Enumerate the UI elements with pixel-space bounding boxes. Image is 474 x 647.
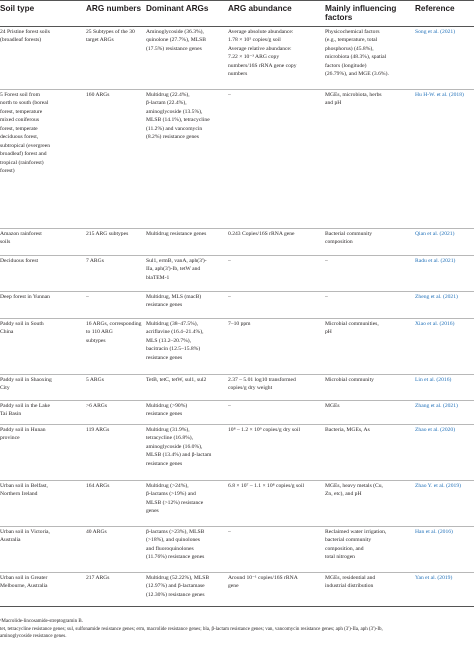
table-row	[0, 318, 474, 374]
cell-dominant-args: Multidrug (>90%) resistance genes	[146, 400, 228, 424]
reference-link[interactable]: Zheng et al. (2021)	[415, 291, 474, 318]
reference-link[interactable]: Hu H-W. et al. (2018)	[415, 89, 474, 228]
cell-arg-abundance: –	[228, 400, 325, 424]
cell-dominant-args: Multidrug (38–47.5%), acriflavine (16.4–21.4%), MLS (13.2–20.7%), bacitracin (12.5–15.8%) resistance genes	[146, 318, 228, 374]
cell-dominant-args: Multidrug (>24%), β-lactams (>19%) and MLSB (>12%) resistance genes	[146, 480, 228, 526]
cell-soil-type: Paddy soil in the Lake Tai Basin	[0, 400, 86, 424]
reference-link[interactable]: Radu et al. (2021)	[415, 255, 474, 291]
cell-soil-type: Paddy soil in Hunan province	[0, 424, 86, 480]
cell-arg-numbers: 215 ARG subtypes	[86, 228, 146, 255]
cell-influencing-factors: MGEs	[325, 400, 415, 424]
reference-link[interactable]: Song et al. (2021)	[415, 26, 474, 89]
cell-dominant-args: Multidrug (31.9%), tetracycline (16.8%), aminoglycoside (16.0%), MLSB (13.4%) and β-lactam resistance genes	[146, 424, 228, 480]
cell-arg-abundance: –	[228, 89, 325, 228]
cell-arg-abundance: –	[228, 526, 325, 572]
footnote-gene-definitions: tet, tetracycline resistance genes; sul, sulfonamide resistance genes; erm, macrolide resistance genes; bla, β-lactam resistance genes; van, vancomycin resistance genes; aph (3')-IIa, aph (3')-Ib,	[0, 626, 383, 632]
cell-soil-type: Urban soil in Victoria, Australia	[0, 526, 86, 572]
cell-influencing-factors: Bacteria, MGEs, As	[325, 424, 415, 480]
cell-soil-type: Paddy soil in South China	[0, 318, 86, 374]
header-dominant-args: Dominant ARGs	[146, 1, 228, 27]
header-arg-numbers: ARG numbers	[86, 1, 146, 27]
cell-influencing-factors: Bacterial community composition	[325, 228, 415, 255]
footnote-gene-definitions-cont: aminoglycoside resistance genes.	[0, 634, 67, 639]
cell-arg-numbers: 119 ARGs	[86, 424, 146, 480]
cell-arg-numbers: 40 ARGs	[86, 526, 146, 572]
cell-soil-type: 24 Pristine forest soils (broadleaf forests)	[0, 26, 86, 89]
cell-influencing-factors: Reclaimed water irrigation, bacterial community composition, and total nitrogen	[325, 526, 415, 572]
reference-link[interactable]: Xiao et al. (2016)	[415, 318, 474, 374]
cell-arg-numbers: 25 Subtypes of the 30 target ARGs	[86, 26, 146, 89]
cell-arg-abundance: 10⁸ – 1.2 × 10⁹ copies/g dry soil	[228, 424, 325, 480]
cell-dominant-args: Multidrug, MLS (macB) resistance genes	[146, 291, 228, 318]
cell-influencing-factors: Physicochemical factors (e.g., temperature, total phosphorus) (45.8%), microbiota (48.3%), spatial factors (longitude) (26.79%), and MGE (3.6%).	[325, 26, 415, 89]
cell-arg-numbers: 5 ARGs	[86, 374, 146, 400]
cell-dominant-args: TetB, tetC, tetW, sul1, sul2	[146, 374, 228, 400]
cell-soil-type: Deciduous forest	[0, 255, 86, 291]
cell-dominant-args: Multidrug resistance genes	[146, 228, 228, 255]
cell-arg-numbers: 217 ARGs	[86, 572, 146, 606]
reference-link[interactable]: Zhao et al. (2020)	[415, 424, 474, 480]
table-row	[0, 424, 474, 480]
cell-influencing-factors: MGEs, residential and industrial distribution	[325, 572, 415, 606]
cell-soil-type: Amazon rainforest soils	[0, 228, 86, 255]
table-row	[0, 89, 474, 228]
cell-arg-numbers: >6 ARGs	[86, 400, 146, 424]
cell-influencing-factors: MGEs, microbiota, herbs and pH	[325, 89, 415, 228]
cell-arg-abundance: 7–10 ppm	[228, 318, 325, 374]
footnote-abbreviation: ᵃMacrolide-lincosamide-streptogramin B.	[0, 619, 84, 624]
table-body	[0, 26, 474, 606]
table-footnotes	[0, 618, 474, 641]
cell-arg-abundance: 2.37 – 5.01 log10 transformed copies/g dry weight	[228, 374, 325, 400]
table-row	[0, 26, 474, 89]
cell-dominant-args: Multidrug (22.4%), β-lactam (22.4%), aminoglycoside (13.5%), MLSB (14.1%), tetracycline (11.2%) and vancomycin (8.2%) resistance genes	[146, 89, 228, 228]
header-soil-type: Soil type	[0, 1, 86, 27]
cell-arg-numbers: 160 ARGs	[86, 89, 146, 228]
cell-arg-numbers: 16 ARGs, corresponding to 110 ARG subtypes	[86, 318, 146, 374]
cell-arg-abundance: –	[228, 255, 325, 291]
reference-link[interactable]: Yan et al. (2019)	[415, 572, 474, 606]
reference-link[interactable]: Qian et al. (2021)	[415, 228, 474, 255]
cell-arg-abundance: 0.243 Copies/16S rRNA gene	[228, 228, 325, 255]
cell-arg-abundance: Around 10⁻¹ copies/16S rRNA gene	[228, 572, 325, 606]
cell-arg-abundance: 6.8 × 10⁷ – 1.1 × 10⁸ copies/g soil	[228, 480, 325, 526]
cell-arg-abundance: Average absolute abundance: 1.78 × 10⁵ copies/g soil Average relative abundance: 7.22 × 10⁻³ ARG copy numbers/16S rRNA gene copy numbers	[228, 26, 325, 89]
cell-dominant-args: Aminoglycoside (36.3%), quinolone (27.7%), MLSB (17.5%) resistance genes	[146, 26, 228, 89]
table-row	[0, 526, 474, 572]
table-row	[0, 480, 474, 526]
cell-arg-numbers: 164 ARGs	[86, 480, 146, 526]
cell-influencing-factors: Microbial community	[325, 374, 415, 400]
cell-influencing-factors: MGEs, heavy metals (Cu, Zn, etc), and pH	[325, 480, 415, 526]
cell-influencing-factors: Microbial communities, pH	[325, 318, 415, 374]
reference-link[interactable]: Zhang et al. (2021)	[415, 400, 474, 424]
header-row	[0, 1, 474, 27]
cell-soil-type: 5 Forest soil from north to south (boreal forest, temperature mixed coniferous forest, temperate deciduous forest, subtropical (evergreen broadleaf) forest and tropical (rainforest) forest)	[0, 89, 86, 228]
cell-soil-type: Urban soil in Belfast, Northern Ireland	[0, 480, 86, 526]
cell-dominant-args: Sul1, ermB, vanA, aph(3')- IIa, aph(3')-Ib, tetW and blaTEM-1	[146, 255, 228, 291]
cell-arg-numbers: –	[86, 291, 146, 318]
cell-arg-abundance: –	[228, 291, 325, 318]
cell-influencing-factors: –	[325, 291, 415, 318]
cell-arg-numbers: 7 ARGs	[86, 255, 146, 291]
table-row	[0, 400, 474, 424]
header-influencing-factors: Mainly influencing factors	[325, 1, 415, 27]
cell-dominant-args: Multidrug (52.22%), MLSB (12.97%) and β-lactamase (12.30%) resistance genes	[146, 572, 228, 606]
cell-influencing-factors: –	[325, 255, 415, 291]
table-row	[0, 572, 474, 606]
table-row	[0, 228, 474, 255]
table-header	[0, 1, 474, 27]
cell-soil-type: Deep forest in Yunnan	[0, 291, 86, 318]
cell-soil-type: Paddy soil in Shaoxing City	[0, 374, 86, 400]
reference-link[interactable]: Han et al. (2016)	[415, 526, 474, 572]
table-row	[0, 255, 474, 291]
header-arg-abundance: ARG abundance	[228, 1, 325, 27]
header-reference: Reference	[415, 1, 474, 27]
cell-dominant-args: β-lactams (>23%), MLSB (>18%), and quinolones and fluoroquinolones (11.76%) resistance genes	[146, 526, 228, 572]
cell-soil-type: Urban soil in Greater Melbourne, Australia	[0, 572, 86, 606]
table-row	[0, 291, 474, 318]
table-row	[0, 374, 474, 400]
reference-link[interactable]: Zhao Y. et al. (2019)	[415, 480, 474, 526]
reference-link[interactable]: Lin et al. (2016)	[415, 374, 474, 400]
